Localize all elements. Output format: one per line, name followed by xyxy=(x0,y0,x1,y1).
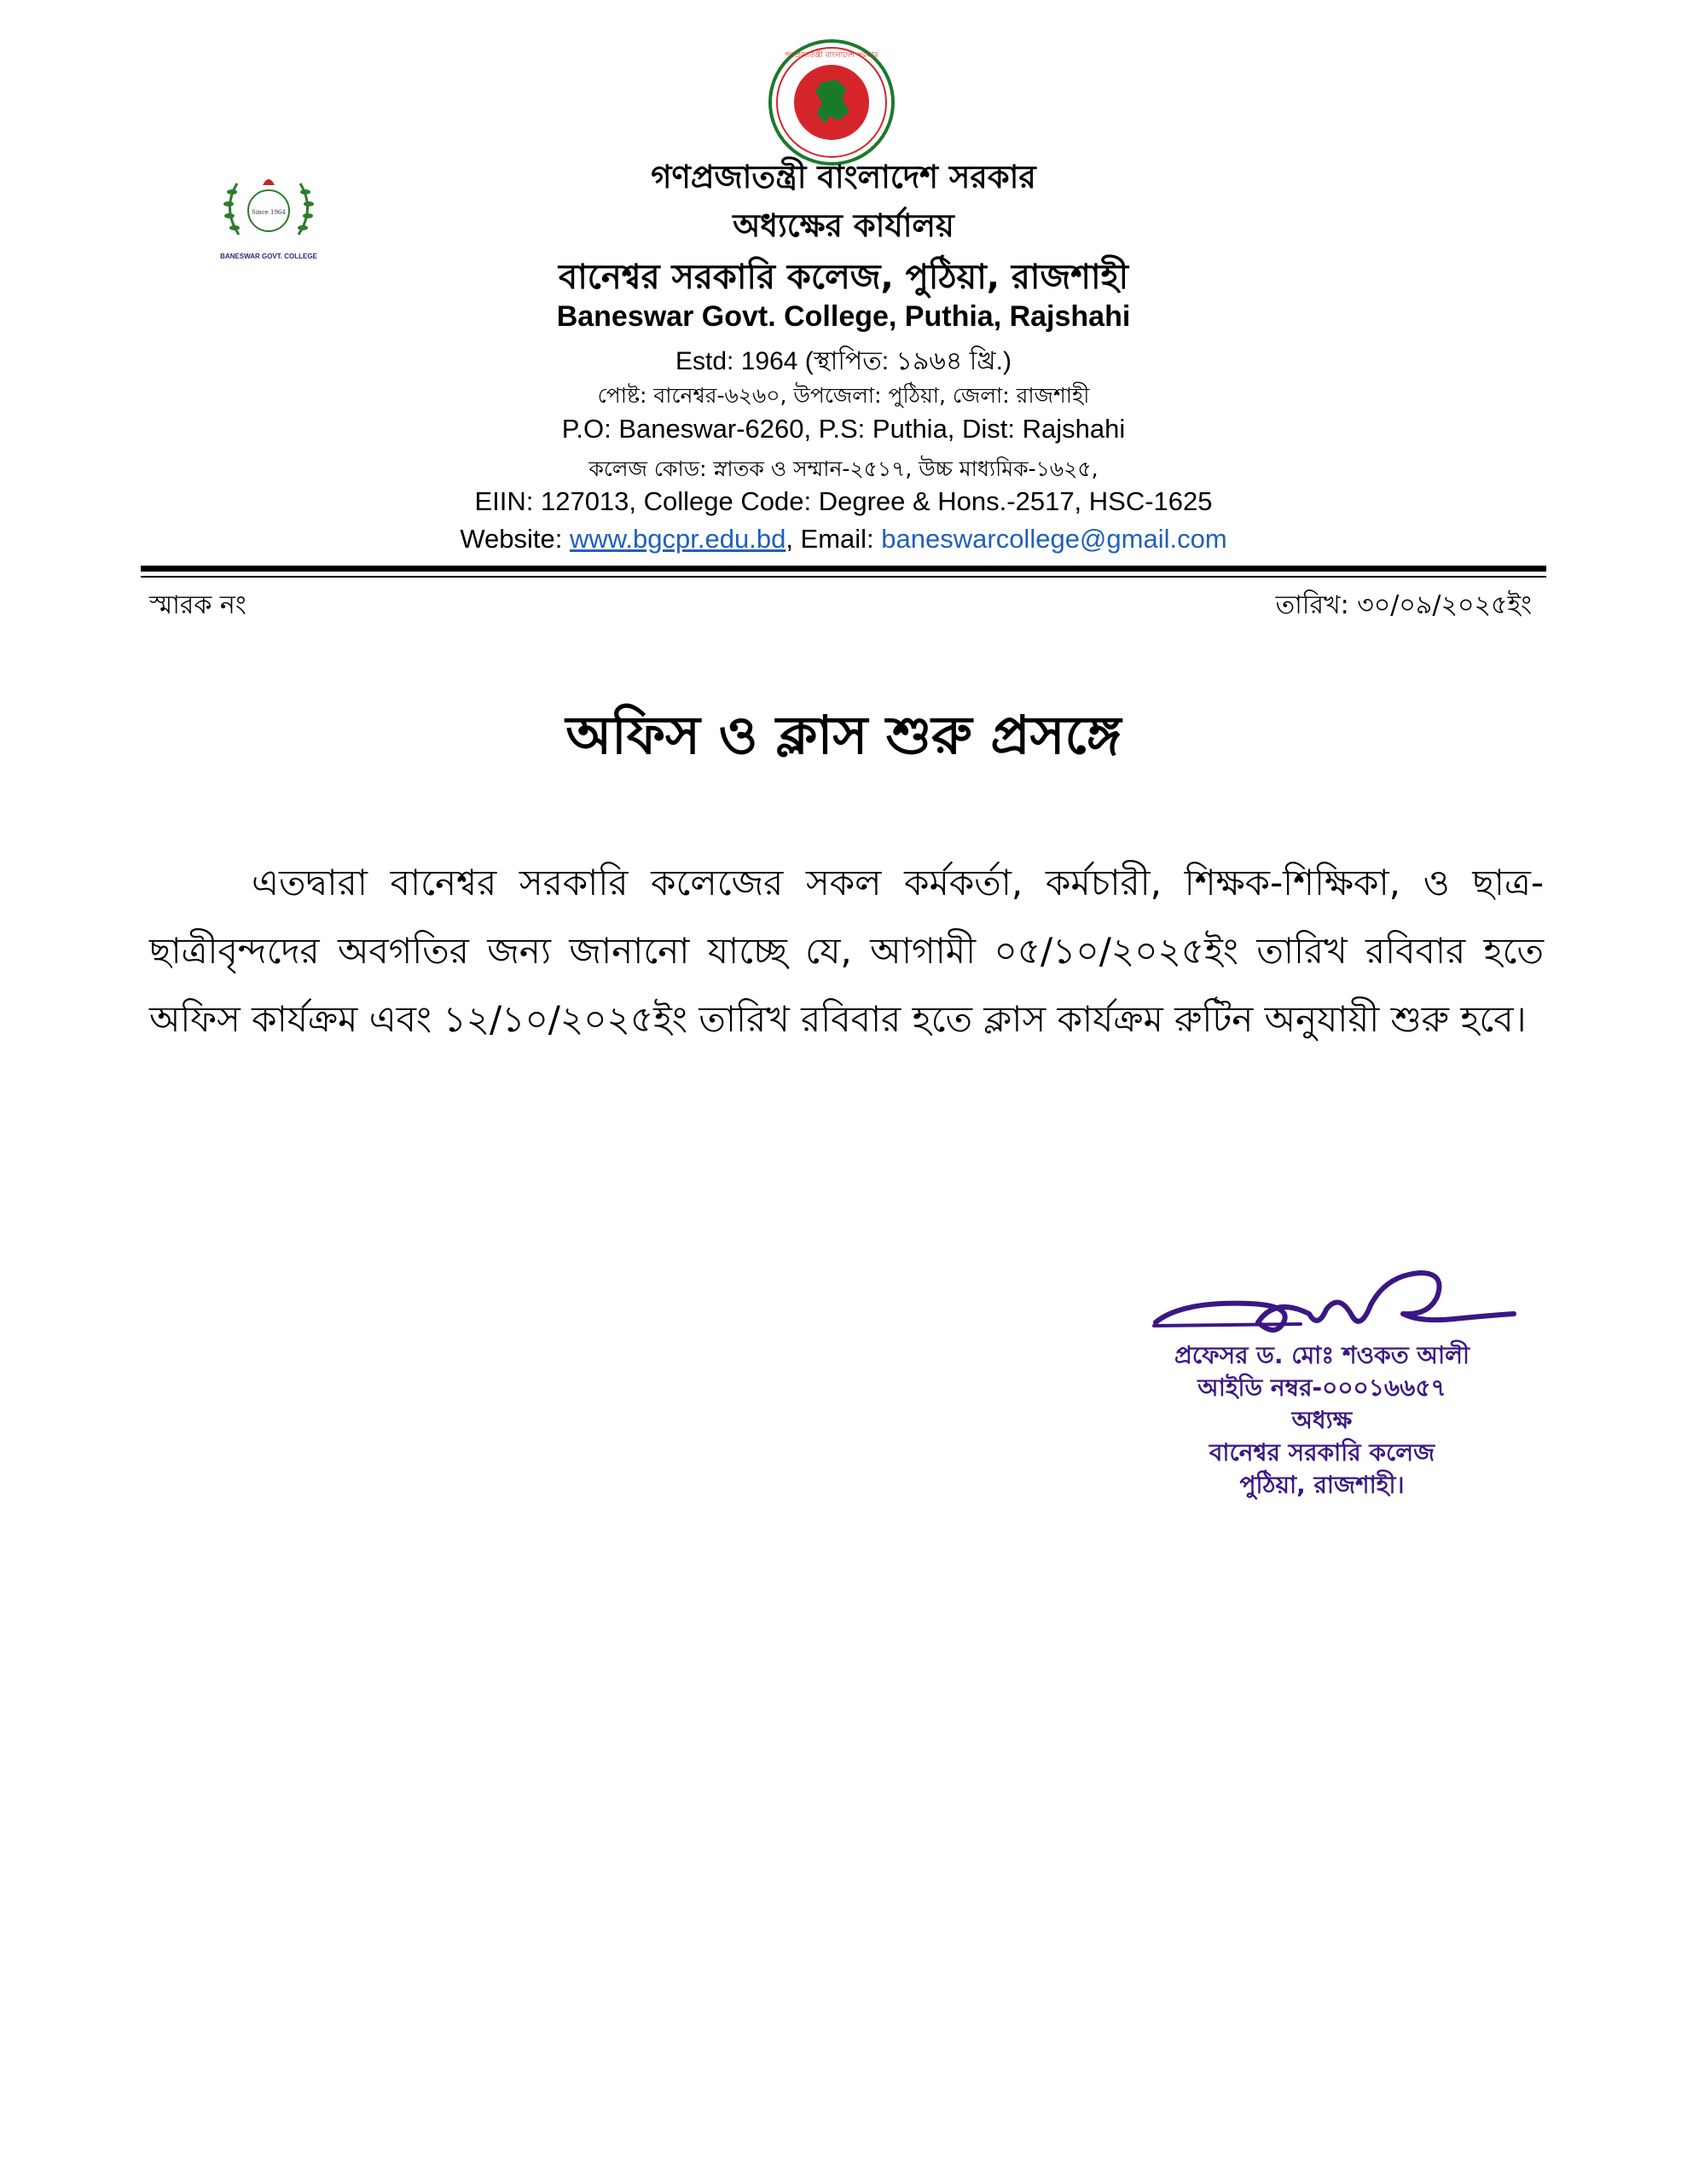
government-seal xyxy=(768,38,896,166)
government-heading: গণপ্রজাতন্ত্রী বাংলাদেশ সরকার xyxy=(651,159,1036,195)
contact-line xyxy=(0,524,1687,555)
established-line: Estd: 1964 (স্থাপিত: ১৯৬৪ খ্রি.) xyxy=(675,347,1012,375)
header-divider-thin xyxy=(141,576,1546,578)
eiin-line: EIIN: 127013, College Code: Degree & Hons.-2517, HSC-1625 xyxy=(474,486,1213,516)
website-label: Website: xyxy=(460,524,570,554)
address-bn: পোষ্ট: বানেশ্বর-৬২৬০, উপজেলা: পুঠিয়া, জেলা: রাজশাহী xyxy=(597,383,1090,408)
seal-text: গণপ্রজাতন্ত্রী বাংলাদেশ সরকার xyxy=(785,51,878,60)
signatory-location: পুঠিয়া, রাজশাহী। xyxy=(1239,1471,1405,1499)
signature-block xyxy=(1109,1339,1535,1502)
website-link[interactable]: www.bgcpr.edu.bd xyxy=(569,524,786,554)
signature-mark xyxy=(1147,1263,1522,1348)
notice-body: এতদ্বারা বানেশ্বর সরকারি কলেজের সকল কর্মকর্তা, কর্মচারী, শিক্ষক-শিক্ষিকা, ও ছাত্র-ছাত্রীবৃন্দদের অবগতির জন্য জানানো যাচ্ছে যে, আগামী ০৫/১০/২০২৫ইং তারিখ রবিবার হতে অফিস কার্যক্রম এবং ১২/১০/২০২৫ইং তারিখ রবিবার হতে ক্লাস কার্যক্রম রুটিন অনুযায়ী শুরু হবে। xyxy=(149,862,1544,1040)
email-label: , Email: xyxy=(786,524,882,554)
signatory-college: বানেশ্বর সরকারি কলেজ xyxy=(1209,1438,1435,1467)
office-heading: অধ্যক্ষের কার্যালয় xyxy=(733,207,954,244)
subject-heading: অফিস ও ক্লাস শুরু প্রসঙ্গে xyxy=(565,704,1122,766)
signatory-id: আইডি নম্বর-০০০১৬৬৫৭ xyxy=(1197,1374,1446,1402)
memo-number-label: স্মারক নং xyxy=(149,590,246,620)
signatory-designation: অধ্যক্ষ xyxy=(1291,1406,1353,1434)
college-name-en: Baneswar Govt. College, Puthia, Rajshahi xyxy=(556,300,1131,333)
logo-since: Since 1964 xyxy=(252,209,286,216)
address-en: P.O: Baneswar-6260, P.S: Puthia, Dist: Rajshahi xyxy=(561,414,1126,444)
college-name-bn: বানেশ্বর সরকারি কলেজ, পুঠিয়া, রাজশাহী xyxy=(558,258,1129,297)
logo-caption: BANESWAR GOVT. COLLEGE xyxy=(220,253,317,260)
college-code-bn: কলেজ কোড: স্নাতক ও সম্মান-২৫১৭, উচ্চ মাধ্যমিক-১৬২৫, xyxy=(588,456,1099,481)
email-link[interactable]: baneswarcollege@gmail.com xyxy=(881,524,1227,554)
signatory-name: প্রফেসর ড. মোঃ শওকত আলী xyxy=(1174,1341,1470,1369)
memo-date: তারিখ: ৩০/০৯/২০২৫ইং xyxy=(1275,590,1532,620)
header-divider xyxy=(141,566,1546,572)
